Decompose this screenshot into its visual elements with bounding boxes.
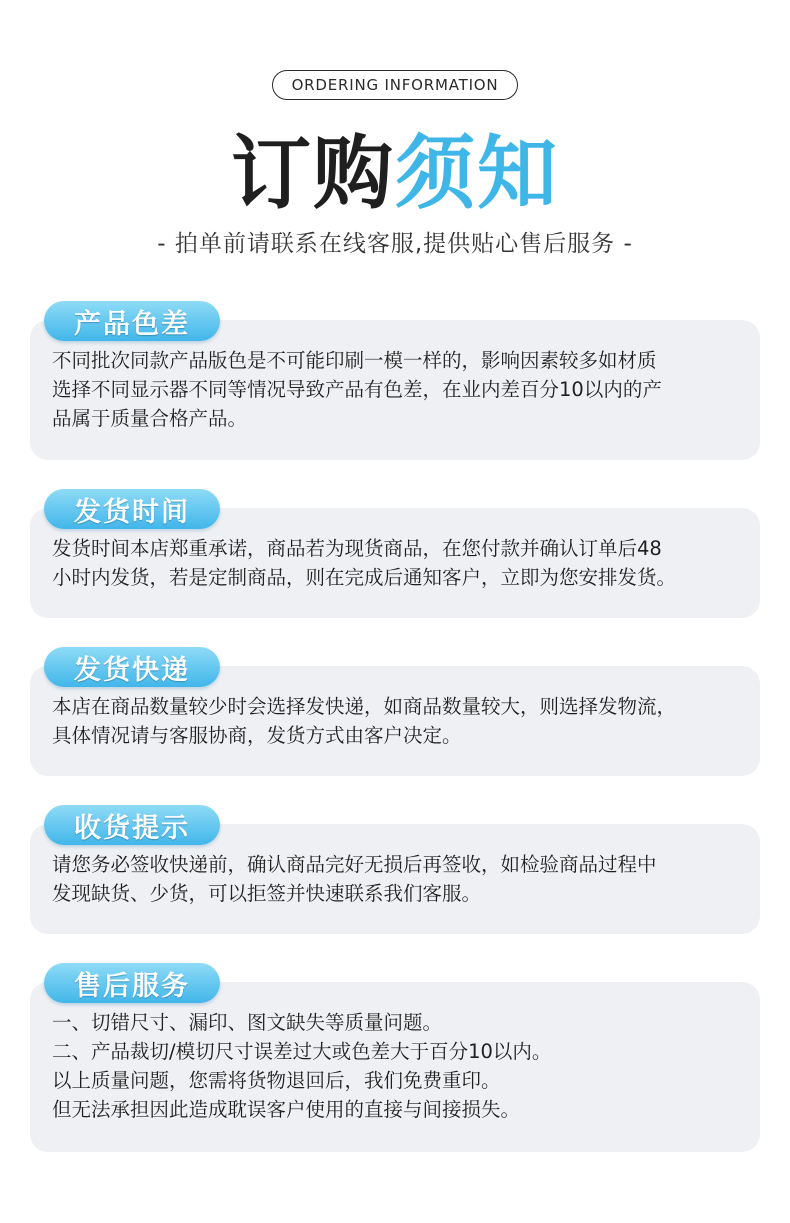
pill-text: ORDERING INFORMATION bbox=[291, 76, 499, 94]
section-badge bbox=[44, 647, 220, 687]
section-badge bbox=[44, 301, 220, 341]
section-badge-label: 产品色差 bbox=[74, 308, 190, 340]
section-badge bbox=[44, 805, 220, 845]
title-blue-part: 须知 bbox=[395, 127, 559, 220]
section-text-line: 发现缺货、少货，可以拒签并快速联系我们客服。 bbox=[52, 882, 482, 905]
section-badge-label: 售后服务 bbox=[74, 970, 190, 1002]
section-text-line: 以上质量问题，您需将货物退回后，我们免费重印。 bbox=[52, 1069, 501, 1092]
section-badge bbox=[44, 489, 220, 529]
section-badge-label: 收货提示 bbox=[74, 812, 190, 844]
section-text-line: 品属于质量合格产品。 bbox=[52, 407, 248, 430]
section-text-line: 发货时间本店郑重承诺，商品若为现货商品，在您付款并确认订单后48 bbox=[52, 537, 662, 560]
section-text-line: 本店在商品数量较少时会选择发快递，如商品数量较大，则选择发物流， bbox=[52, 695, 677, 718]
section-text-line: 选择不同显示器不同等情况导致产品有色差，在业内差百分10以内的产 bbox=[52, 378, 662, 401]
section-text-line: 小时内发货，若是定制商品，则在完成后通知客户，立即为您安排发货。 bbox=[52, 566, 677, 589]
section-badge-label: 发货快递 bbox=[74, 654, 190, 686]
section-text-line: 不同批次同款产品版色是不可能印刷一模一样的，影响因素较多如材质 bbox=[52, 349, 657, 372]
page-title bbox=[0, 124, 790, 224]
title-dark-part: 订购 bbox=[231, 127, 395, 220]
section-text-line: 二、产品裁切/模切尺寸误差过大或色差大于百分10以内。 bbox=[52, 1040, 552, 1063]
section-text-line: 具体情况请与客服协商，发货方式由客户决定。 bbox=[52, 724, 462, 747]
subtitle: - 拍单前请联系在线客服,提供贴心售后服务 - bbox=[157, 231, 633, 257]
section-card bbox=[30, 982, 760, 1152]
ordering-information-pill bbox=[272, 70, 518, 100]
section-badge bbox=[44, 963, 220, 1003]
section-text-line: 请您务必签收快递前，确认商品完好无损后再签收，如检验商品过程中 bbox=[52, 853, 657, 876]
section-text-line: 但无法承担因此造成耽误客户使用的直接与间接损失。 bbox=[52, 1098, 521, 1121]
section-text-line: 一、切错尺寸、漏印、图文缺失等质量问题。 bbox=[52, 1011, 443, 1034]
section-badge-label: 发货时间 bbox=[74, 496, 190, 528]
section-card bbox=[30, 320, 760, 460]
